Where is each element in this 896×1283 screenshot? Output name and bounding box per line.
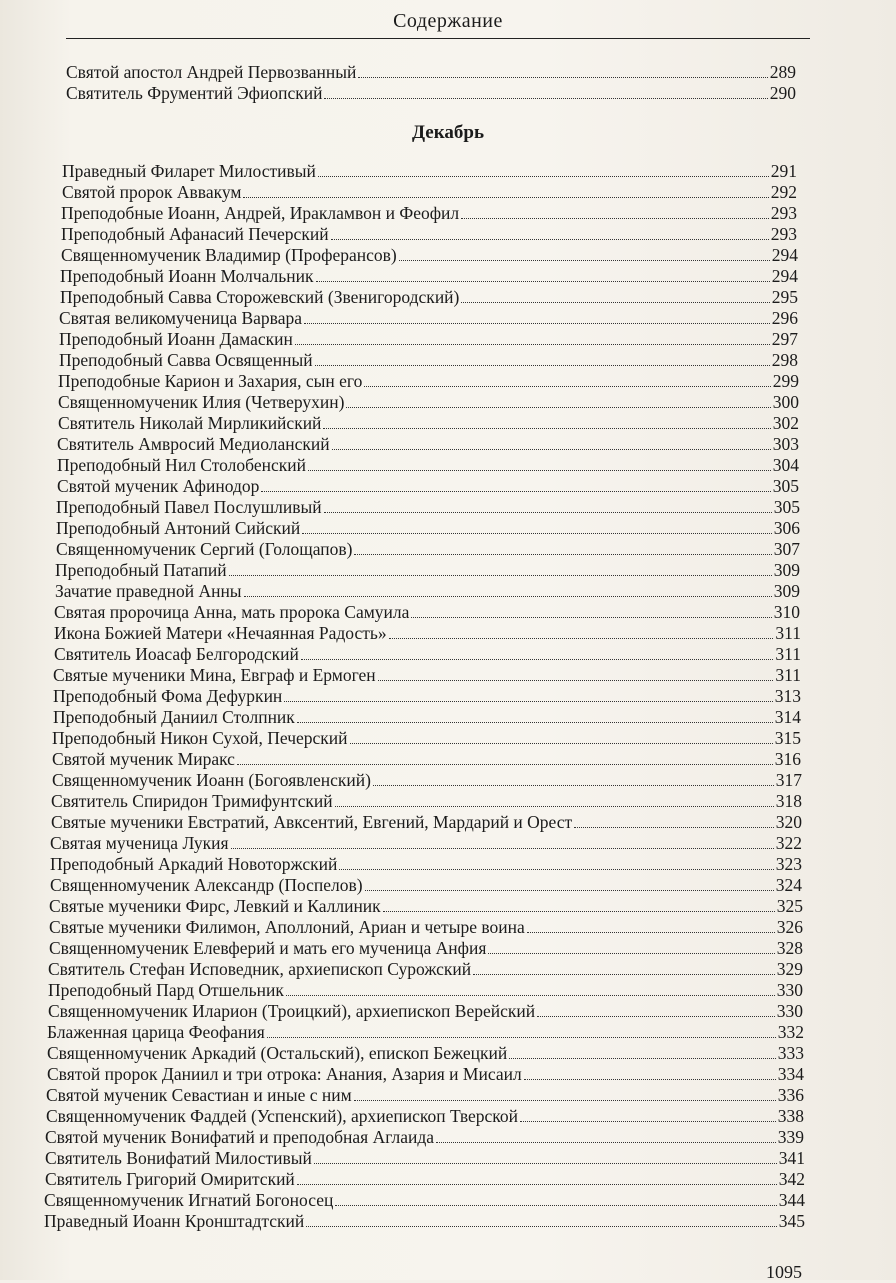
toc-entry-title: Святитель Григорий Омиритский <box>45 1169 295 1189</box>
toc-entry <box>49 938 803 958</box>
dot-leader <box>411 616 771 618</box>
toc-entry-title: Святитель Спиридон Тримифунтский <box>51 791 333 811</box>
toc-entry-title: Святитель Вонифатий Милостивый <box>45 1148 312 1168</box>
toc-entry-page: 309 <box>773 560 800 580</box>
toc-entry-page: 326 <box>776 917 803 937</box>
toc-entry-page: 296 <box>771 308 798 328</box>
toc-entry <box>56 539 800 559</box>
toc-entry-page: 339 <box>777 1127 804 1147</box>
toc-entry-title: Преподобный Никон Сухой, Печерский <box>52 728 348 748</box>
toc-entry-title: Святые мученики Филимон, Аполлоний, Ариан и четыре воина <box>49 917 525 937</box>
dot-leader <box>473 973 775 975</box>
toc-entry-page: 345 <box>778 1211 805 1231</box>
toc-entry <box>48 1001 803 1021</box>
dot-leader <box>537 1015 775 1017</box>
toc-entry-page: 320 <box>775 812 802 832</box>
toc-entry-title: Святитель Фрументий Эфиопский <box>66 83 323 103</box>
toc-entry-title: Священномученик Александр (Поспелов) <box>50 875 363 895</box>
section-title: Декабрь <box>411 122 484 143</box>
toc-entry-page: 293 <box>770 224 797 244</box>
dot-leader <box>284 700 772 702</box>
toc-entry <box>66 83 796 103</box>
toc-entry-title: Святитель Амвросий Медиоланский <box>57 434 330 454</box>
toc-entry-title: Преподобный Павел Послушливый <box>56 497 322 517</box>
toc-entry <box>61 203 797 223</box>
toc-entry-title: Преподобный Пард Отшельник <box>48 980 284 1000</box>
dot-leader <box>461 301 769 303</box>
toc-entry <box>51 791 802 811</box>
dot-leader <box>237 763 773 765</box>
toc-entry-page: 305 <box>773 497 800 517</box>
toc-entry-title: Преподобный Иоанн Молчальник <box>60 266 314 286</box>
toc-entry-page: 294 <box>771 245 798 265</box>
toc-entry-page: 338 <box>777 1106 804 1126</box>
toc-entry <box>54 623 801 643</box>
dot-leader <box>314 1162 777 1164</box>
toc-entry-page: 313 <box>774 686 801 706</box>
toc-entry-page: 298 <box>771 350 798 370</box>
toc-entry-page: 341 <box>778 1148 805 1168</box>
dot-leader <box>316 280 770 282</box>
toc-entry-title: Священномученик Аркадий (Остальский), епископ Бежецкий <box>47 1043 508 1063</box>
dot-leader <box>354 1099 776 1101</box>
toc-entry-page: 344 <box>778 1190 805 1210</box>
toc-entry-page: 311 <box>775 623 801 643</box>
toc-entry <box>59 329 798 349</box>
toc-entry-page: 307 <box>773 539 800 559</box>
toc-entry <box>54 644 801 664</box>
toc-entry <box>58 392 799 412</box>
toc-entry <box>59 308 798 328</box>
toc-entry-page: 311 <box>775 665 801 685</box>
dot-leader <box>524 1078 776 1080</box>
toc-entry-page: 304 <box>772 455 799 475</box>
toc-entry-title: Святая великомученица Варвара <box>59 308 303 328</box>
toc-entry-title: Святой апостол Андрей Первозванный <box>66 62 357 82</box>
toc-entry <box>66 62 796 82</box>
dot-leader <box>488 952 774 954</box>
toc-entry-page: 329 <box>776 959 803 979</box>
toc-entry-page: 294 <box>771 266 798 286</box>
dot-leader <box>229 574 772 576</box>
toc-entry <box>54 602 800 622</box>
toc-entry-title: Святой пророк Аввакум <box>62 182 242 202</box>
toc-entry-title: Святой мученик Севастиан и иные с ним <box>46 1085 352 1105</box>
toc-entry-page: 314 <box>774 707 801 727</box>
toc-entry <box>60 287 798 307</box>
toc-entry-title: Святая мученица Лукия <box>50 833 229 853</box>
toc-entry-page: 310 <box>773 602 800 622</box>
dot-leader <box>378 679 774 681</box>
toc-entry-page: 333 <box>777 1043 804 1063</box>
toc-entry <box>49 917 803 937</box>
toc-entry-title: Блаженная царица Феофания <box>47 1022 265 1042</box>
toc-entry <box>50 854 802 874</box>
dot-leader <box>509 1057 775 1059</box>
toc-entry-title: Священномученик Иоанн (Богоявленский) <box>52 770 371 790</box>
toc-entry-title: Священномученик Сергий (Голощапов) <box>56 539 353 559</box>
dot-leader <box>297 1183 777 1185</box>
toc-entry <box>49 896 803 916</box>
toc-entry-title: Святая пророчица Анна, мать пророка Самуила <box>54 602 410 622</box>
toc-entry <box>50 875 802 895</box>
toc-entry <box>61 245 798 265</box>
toc-entry-title: Преподобный Фома Дефуркин <box>53 686 283 706</box>
toc-entry-title: Святой мученик Миракс <box>52 749 235 769</box>
toc-entry <box>44 1211 805 1231</box>
toc-entry-title: Преподобный Патапий <box>55 560 227 580</box>
toc-entry-title: Святой мученик Афинодор <box>57 476 260 496</box>
dot-leader <box>261 490 770 492</box>
running-head: Содержание <box>393 10 503 32</box>
toc-entry-page: 318 <box>775 791 802 811</box>
dot-leader <box>304 322 770 324</box>
dot-leader <box>364 385 770 387</box>
toc-entry-title: Священномученик Фаддей (Успенский), архиепископ Тверской <box>46 1106 519 1126</box>
toc-entry <box>60 266 798 286</box>
dot-leader <box>520 1120 776 1122</box>
toc-entry-page: 302 <box>772 413 799 433</box>
toc-entry <box>48 959 803 979</box>
toc-entry-title: Преподобные Карион и Захария, сын его <box>58 371 363 391</box>
dot-leader <box>315 364 770 366</box>
toc-entry <box>45 1148 805 1168</box>
dot-leader <box>461 217 769 219</box>
toc-entry <box>47 1064 804 1084</box>
toc-entry-page: 311 <box>775 644 801 664</box>
dot-leader <box>318 175 769 177</box>
toc-entry <box>62 182 797 202</box>
toc-entry-title: Преподобный Афанасий Печерский <box>61 224 329 244</box>
toc-entry <box>61 224 797 244</box>
toc-entry-page: 309 <box>773 581 800 601</box>
toc-entry-page: 330 <box>776 980 803 1000</box>
toc-entry <box>53 707 801 727</box>
dot-leader <box>231 847 774 849</box>
toc-entry-title: Святой пророк Даниил и три отрока: Анания, Азария и Мисаил <box>47 1064 522 1084</box>
toc-entry-page: 300 <box>772 392 799 412</box>
toc-entry <box>53 686 801 706</box>
dot-leader <box>339 868 773 870</box>
toc-entry-page: 323 <box>775 854 802 874</box>
toc-entry-page: 295 <box>771 287 798 307</box>
toc-entry-page: 332 <box>777 1022 804 1042</box>
toc-entry-title: Святой мученик Вонифатий и преподобная Аглаида <box>45 1127 435 1147</box>
toc-entry-page: 315 <box>774 728 801 748</box>
toc-entry <box>59 350 798 370</box>
toc-entry-title: Преподобный Савва Освященный <box>59 350 313 370</box>
toc-entry <box>55 581 800 601</box>
dot-leader <box>358 76 767 78</box>
toc-entry-title: Святые мученики Мина, Евграф и Ермоген <box>53 665 376 685</box>
toc-entry <box>52 728 801 748</box>
toc-entry-title: Священномученик Владимир (Проферансов) <box>61 245 397 265</box>
toc-entry-title: Священномученик Елевферий и мать его мученица Анфия <box>49 938 487 958</box>
toc-entry-page: 316 <box>774 749 801 769</box>
dot-leader <box>301 658 774 660</box>
toc-entry-page: 299 <box>772 371 799 391</box>
toc-entry-title: Священномученик Иларион (Троицкий), архиепископ Верейский <box>48 1001 536 1021</box>
dot-leader <box>399 259 770 261</box>
toc-entry-page: 330 <box>776 1001 803 1021</box>
toc-entry-page: 322 <box>775 833 802 853</box>
dot-leader <box>323 427 770 429</box>
toc-entry <box>58 413 799 433</box>
toc-entry-title: Икона Божией Матери «Нечаянная Радость» <box>54 623 387 643</box>
dot-leader <box>335 805 774 807</box>
toc-entry-title: Святитель Иоасаф Белгородский <box>54 644 299 664</box>
dot-leader <box>346 406 770 408</box>
toc-entry <box>55 560 800 580</box>
toc-entry <box>57 455 799 475</box>
toc-entry-title: Преподобный Антоний Сийский <box>56 518 301 538</box>
toc-entry <box>45 1169 805 1189</box>
toc-entry-title: Преподобные Иоанн, Андрей, Иракламвон и Феофил <box>61 203 460 223</box>
toc-entry <box>56 518 800 538</box>
toc-entry-page: 289 <box>769 62 796 82</box>
toc-entry <box>46 1106 804 1126</box>
dot-leader <box>286 994 775 996</box>
dot-leader <box>383 910 775 912</box>
dot-leader <box>354 553 771 555</box>
toc-entry-title: Преподобный Даниил Столпник <box>53 707 295 727</box>
page-number: 1095 <box>766 1262 802 1282</box>
toc-entry-page: 305 <box>772 476 799 496</box>
toc-entry-title: Праведный Иоанн Кронштадтский <box>44 1211 305 1231</box>
toc-entry <box>50 833 802 853</box>
dot-leader <box>436 1141 776 1143</box>
toc-entry <box>46 1085 804 1105</box>
toc-entry <box>48 980 803 1000</box>
toc-entry-title: Преподобный Нил Столобенский <box>57 455 306 475</box>
dot-leader <box>306 1225 776 1227</box>
dot-leader <box>324 97 767 99</box>
dot-leader <box>365 889 774 891</box>
toc-entry-title: Святитель Стефан Исповедник, архиепископ Сурожский <box>48 959 472 979</box>
toc-entry-page: 317 <box>775 770 802 790</box>
dot-leader <box>574 826 774 828</box>
toc-entry-page: 291 <box>770 161 797 181</box>
toc-entry <box>51 812 802 832</box>
toc-entry-title: Священномученик Илия (Четверухин) <box>58 392 345 412</box>
toc-entry-title: Преподобный Аркадий Новоторжский <box>50 854 338 874</box>
toc-entry <box>56 497 800 517</box>
toc-entry-title: Святые мученики Евстратий, Авксентий, Евгений, Мардарий и Орест <box>51 812 573 832</box>
toc-entry <box>47 1022 804 1042</box>
toc-entry-page: 290 <box>769 83 796 103</box>
toc-entry <box>45 1127 804 1147</box>
toc-entry-page: 303 <box>772 434 799 454</box>
toc-entry-title: Зачатие праведной Анны <box>55 581 242 601</box>
dot-leader <box>302 532 772 534</box>
toc-entry-page: 336 <box>777 1085 804 1105</box>
dot-leader <box>389 637 774 639</box>
toc-entry-page: 334 <box>777 1064 804 1084</box>
dot-leader <box>331 238 769 240</box>
dot-leader <box>308 469 771 471</box>
dot-leader <box>243 196 768 198</box>
toc-entry-title: Праведный Филарет Милостивый <box>62 161 316 181</box>
dot-leader <box>332 448 771 450</box>
toc-entry-page: 292 <box>770 182 797 202</box>
toc-entry-title: Преподобный Савва Сторожевский (Звенигородский) <box>60 287 460 307</box>
toc-entry <box>44 1190 805 1210</box>
toc-entry-title: Святые мученики Фирс, Левкий и Каллиник <box>49 896 381 916</box>
toc-entry <box>58 371 799 391</box>
toc-entry <box>53 665 801 685</box>
dot-leader <box>297 721 773 723</box>
toc-entry <box>57 434 799 454</box>
toc-entry-page: 297 <box>771 329 798 349</box>
toc-entry-page: 324 <box>775 875 802 895</box>
toc-entry <box>57 476 799 496</box>
dot-leader <box>324 511 772 513</box>
dot-leader <box>267 1036 776 1038</box>
toc-entry-title: Священномученик Игнатий Богоносец <box>44 1190 334 1210</box>
toc-entry-page: 328 <box>776 938 803 958</box>
toc-entry-page: 342 <box>778 1169 805 1189</box>
toc-entry-page: 325 <box>776 896 803 916</box>
dot-leader <box>350 742 773 744</box>
toc-entry <box>47 1043 804 1063</box>
toc-entry <box>62 161 797 181</box>
dot-leader <box>244 595 772 597</box>
toc-entry-page: 306 <box>773 518 800 538</box>
toc-entry <box>52 749 801 769</box>
dot-leader <box>373 784 774 786</box>
dot-leader <box>295 343 770 345</box>
toc-entry-page: 293 <box>770 203 797 223</box>
dot-leader <box>527 931 775 933</box>
dot-leader <box>335 1204 776 1206</box>
toc-entry-title: Преподобный Иоанн Дамаскин <box>59 329 293 349</box>
toc-entry <box>52 770 802 790</box>
toc-entry-title: Святитель Николай Мирликийский <box>58 413 322 433</box>
